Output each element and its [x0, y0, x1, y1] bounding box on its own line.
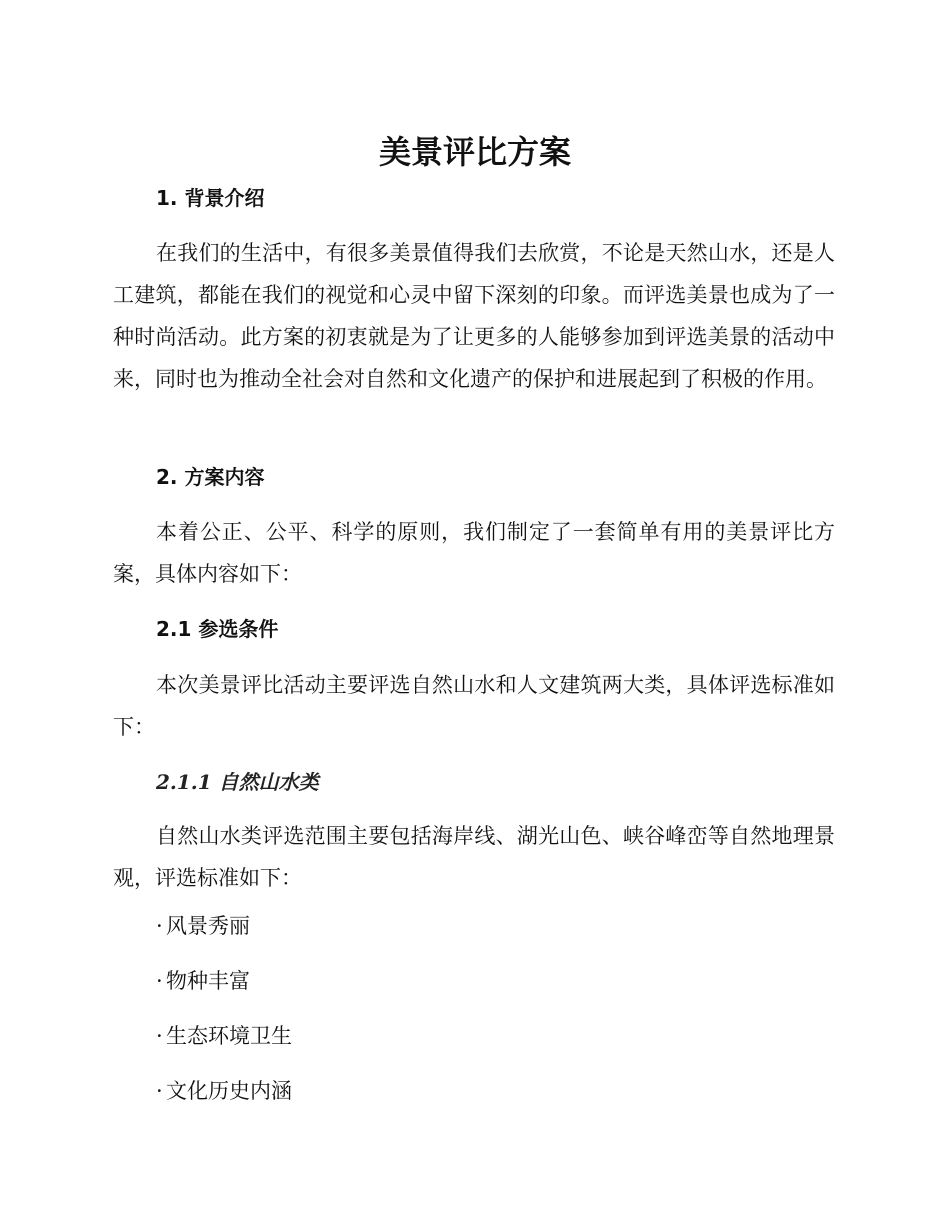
bullet-dot: ·	[156, 969, 163, 993]
document-title: 美景评比方案	[378, 133, 571, 171]
bullet-dot: ·	[156, 914, 163, 938]
paragraph-eligibility: 本次美景评比活动主要评选自然山水和人文建筑两大类，具体评选标准如下：	[113, 673, 835, 739]
bullet-dot: ·	[156, 1079, 163, 1103]
paragraph-background: 在我们的生活中，有很多美景值得我们去欣赏，不论是天然山水，还是人工建筑，都能在我们的视觉和心灵中留下深刻的印象。而评选美景也成为了一种时尚活动。此方案的初衷就是为了让更多的人能够参加到评选美景的活动中来，同时也为推动全社会对自然和文化遗产的保护和进展起到了积极的作用。	[113, 241, 835, 391]
list-item	[156, 1021, 292, 1051]
criteria-list	[156, 911, 292, 1131]
list-item-text: 文化历史内涵	[166, 1079, 292, 1103]
section-heading-natural-landscape: 2.1.1 自然山水类	[156, 770, 319, 794]
list-item	[156, 966, 292, 996]
bullet-dot: ·	[156, 1024, 163, 1048]
list-item	[156, 1076, 292, 1106]
list-item-text: 物种丰富	[166, 969, 250, 993]
section-heading-plan-content: 2. 方案内容	[156, 465, 265, 489]
paragraph-natural-landscape: 自然山水类评选范围主要包括海岸线、湖光山色、峡谷峰峦等自然地理景观，评选标准如下：	[113, 824, 835, 890]
list-item-text: 风景秀丽	[166, 914, 250, 938]
list-item-text: 生态环境卫生	[166, 1024, 292, 1048]
list-item	[156, 911, 292, 941]
paragraph-plan-content: 本着公正、公平、科学的原则，我们制定了一套简单有用的美景评比方案，具体内容如下：	[113, 520, 835, 586]
section-heading-background: 1. 背景介绍	[156, 186, 265, 210]
section-heading-eligibility: 2.1 参选条件	[156, 617, 279, 641]
